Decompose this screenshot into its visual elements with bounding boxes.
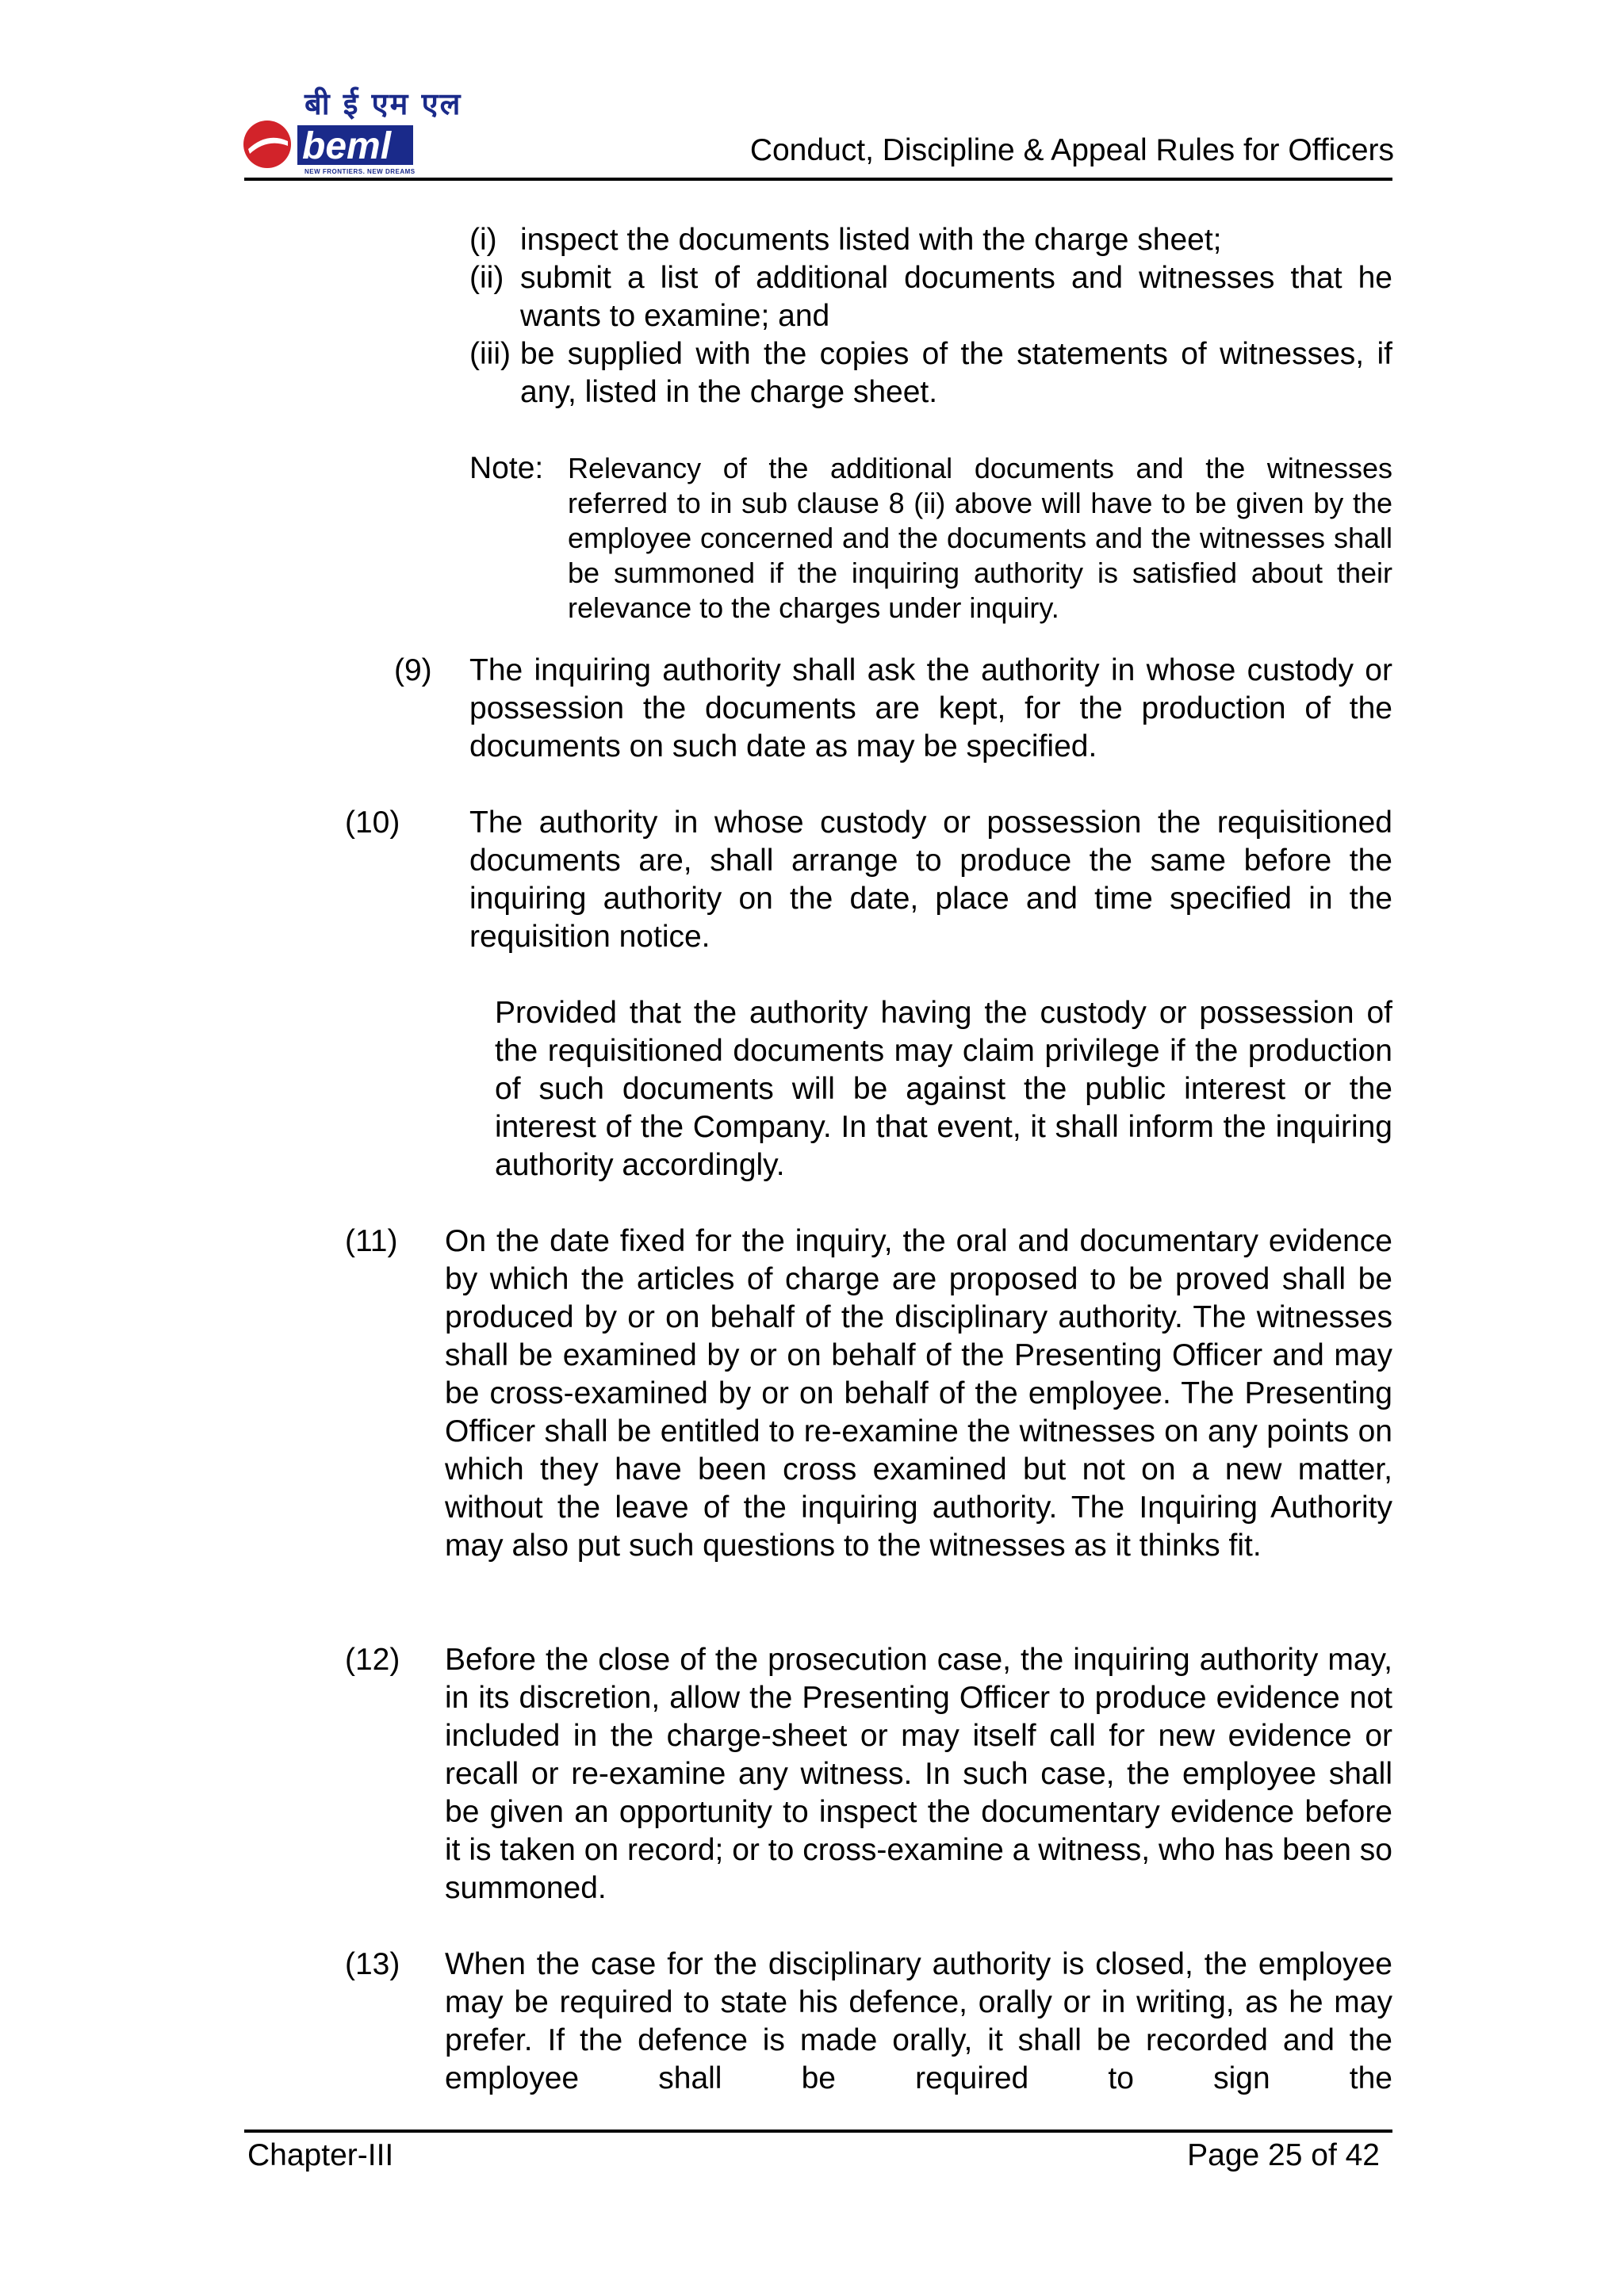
subitem-text: be supplied with the copies of the statements of witnesses, if any, listed in the charge sheet. bbox=[520, 337, 1392, 409]
clause-text: On the date fixed for the inquiry, the oral and documentary evidence by which the articles of charge are proposed to be proved shall be produced by or on behalf of the disciplinary authority. The witnesses shall be examined by or on behalf of the Presenting Officer and may be cross-examined by or on behalf of the employee. The Presenting Officer shall be entitled to re-examine the witnesses on any points on which they have been cross examined but not on a new matter, without the leave of the inquiring authority. The Inquiring Authority may also put such questions to the witnesses as it thinks fit. bbox=[445, 1224, 1392, 1563]
subitem-label: (i) bbox=[469, 223, 497, 257]
clause-number: (12) bbox=[345, 1643, 400, 1677]
subitem-label: (iii) bbox=[469, 337, 511, 371]
clause-text: Before the close of the prosecution case, the inquiring authority may, in its discretion, allow the Presenting Officer to produce evidence not included in the charge-sheet or may itself call for new evidence or recall or re-examine any witness. In such case, the employee shall be given an opportunity to inspect the documentary evidence before it is taken on record; or to cross-examine a witness, who has been so summoned. bbox=[445, 1643, 1392, 1905]
clause-number: (13) bbox=[345, 1947, 400, 1981]
footer-page-number: Page 25 of 42 bbox=[1187, 2138, 1380, 2172]
note-label: Note: bbox=[469, 451, 544, 485]
proviso-text: Provided that the authority having the custody or possession of the requisitioned documents may claim privilege if the production of such documents will be against the public interest or the interest of the Company. In that event, it shall inform the inquiring authority accordingly. bbox=[495, 996, 1392, 1182]
subitem-text: inspect the documents listed with the charge sheet; bbox=[520, 223, 1222, 257]
document-title: Conduct, Discipline & Appeal Rules for Officers bbox=[749, 133, 1394, 167]
beml-logo bbox=[242, 117, 416, 170]
clause-text: When the case for the disciplinary authority is closed, the employee may be required to state his defence, orally or in writing, as he may prefer. If the defence is made orally, it shall be recorded and the employee shall be required to sign the bbox=[445, 1947, 1392, 2095]
clause-text: The inquiring authority shall ask the authority in whose custody or possession the documents are kept, for the production of the documents on such date as may be specified. bbox=[469, 653, 1392, 763]
subitem-label: (ii) bbox=[469, 261, 504, 295]
header-divider bbox=[244, 178, 1392, 181]
logo-tagline: NEW FRONTIERS. NEW DREAMS bbox=[304, 168, 416, 175]
footer-chapter: Chapter-III bbox=[247, 2138, 394, 2172]
clause-number: (11) bbox=[345, 1224, 398, 1258]
clause-number: (10) bbox=[345, 806, 400, 840]
footer-divider bbox=[244, 2130, 1392, 2133]
note-text: Relevancy of the additional documents and the witnesses referred to in sub clause 8 (ii) above will have to be given by the employee concerned and the documents and the witnesses shall be summoned if the inquiring authority is satisfied about their relevance to the charges under inquiry. bbox=[568, 452, 1392, 624]
logo-hindi-text: बी ई एम एल bbox=[304, 86, 462, 121]
clause-number: (9) bbox=[394, 653, 432, 687]
subitem-text: submit a list of additional documents and witnesses that he wants to examine; and bbox=[520, 261, 1392, 333]
clause-text: The authority in whose custody or possession the requisitioned documents are, shall arrange to produce the same before the inquiring authority on the date, place and time specified in the requisition notice. bbox=[469, 806, 1392, 954]
svg-text:beml: beml bbox=[302, 125, 392, 167]
